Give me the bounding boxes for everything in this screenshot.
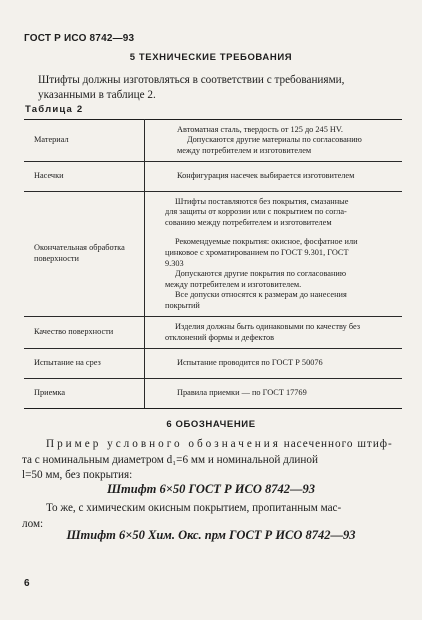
table-label: Таблица 2 <box>25 104 84 115</box>
table-row <box>24 379 402 409</box>
row-value: Автоматная сталь, твердость от 125 до 245 HV. Допускаются другие материалы по согласованию между потребителем и изготовителем <box>145 120 403 162</box>
designation-example-2: Штифт 6×50 Хим. Окс. прм ГОСТ Р ИСО 8742—93 <box>66 528 356 542</box>
table-row <box>24 317 402 349</box>
table-row <box>24 192 402 317</box>
page-number: 6 <box>24 578 30 589</box>
row-value: Испытание проводится по ГОСТ Р 50076 <box>145 349 403 379</box>
section-5-intro: Штифты должны изготовляться в соответствии с требованиями, указанными в таблице 2. <box>38 74 345 101</box>
row-name: Приемка <box>24 379 145 409</box>
section-6-title: 6 ОБОЗНАЧЕНИЕ <box>166 419 256 430</box>
table-row <box>24 120 402 162</box>
row-name: Качество поверхности <box>24 317 145 349</box>
example-intro: Пример условного обозначения <box>46 438 281 450</box>
designation-example-1: Штифт 6×50 ГОСТ Р ИСО 8742—93 <box>106 482 316 496</box>
row-value: Изделия должны быть одинаковыми по качеству без отклонений формы и дефектов <box>145 317 403 349</box>
row-value: Конфигурация насечек выбирается изготовителем <box>145 162 403 192</box>
table-row <box>24 349 402 379</box>
row-name: Окончательная обработка поверхности <box>24 192 145 317</box>
requirements-table <box>24 119 402 409</box>
row-name: Испытание на срез <box>24 349 145 379</box>
row-name: Материал <box>24 120 145 162</box>
section-6-para-2: То же, с химическим окисным покрытием, пропитанным мас- лом: <box>22 502 342 530</box>
table-row <box>24 162 402 192</box>
row-value: Правила приемки — по ГОСТ 17769 <box>145 379 403 409</box>
row-name: Насечки <box>24 162 145 192</box>
row-value: Штифты поставляются без покрытия, смазанные для защиты от коррозии или с покрытием по согла- сованию между потребителем и изготовителем Рекомендуемые покрытия: окисное, фосфатное или цинковое с хроматированием по ГОСТ 9.301, ГОСТ 9.303 Допускаются другие покрытия по согласованию между потребителем и изготовителем. Все допуски относятся к размерам до нанесения покрытий <box>145 192 403 317</box>
section-6-para-1: Пример условного обозначения насеченного штиф- та с номинальным диаметром d₁=6 мм и номинальной длиной l=50 мм, без покрытия: <box>22 438 393 481</box>
standard-header: ГОСТ Р ИСО 8742—93 <box>24 33 135 44</box>
section-5-title: 5 ТЕХНИЧЕСКИЕ ТРЕБОВАНИЯ <box>129 52 293 63</box>
